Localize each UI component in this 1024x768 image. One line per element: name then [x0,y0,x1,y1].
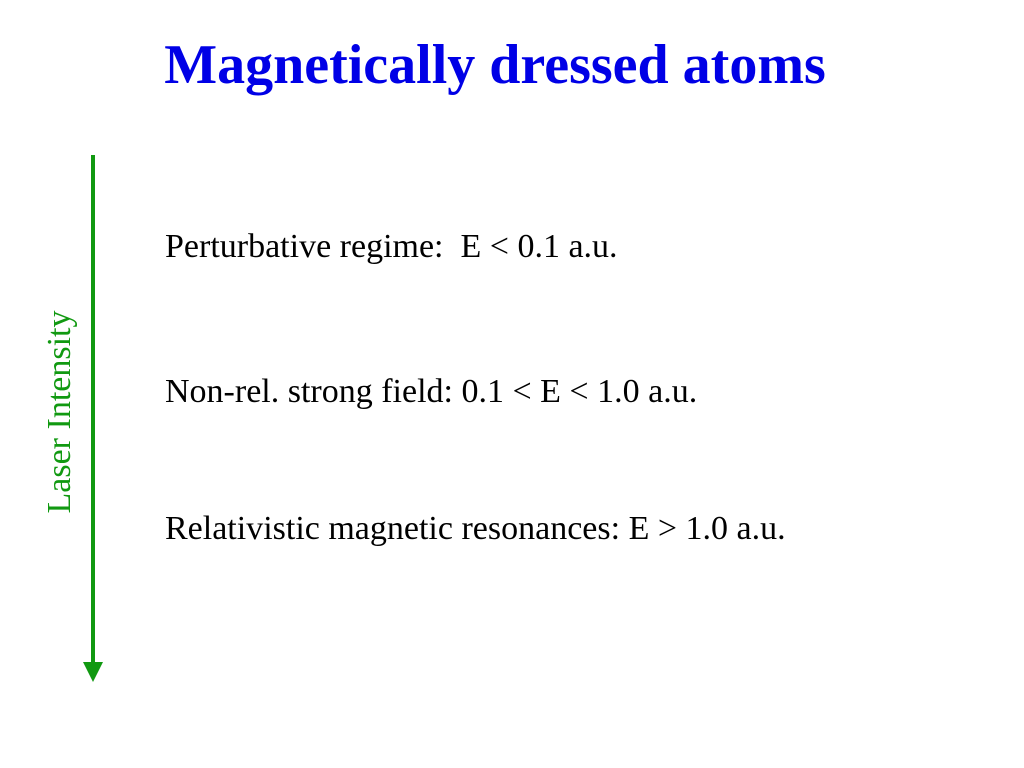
regime-relativistic-magnetic-resonances: Relativistic magnetic resonances: E > 1.0 a.u. [165,510,786,547]
intensity-arrow-head [83,662,103,682]
slide-title: Magnetically dressed atoms [164,34,826,96]
regime-non-relativistic-strong-field: Non-rel. strong field: 0.1 < E < 1.0 a.u. [165,373,698,410]
intensity-axis-label: Laser Intensity [41,310,78,514]
regime-perturbative: Perturbative regime: E < 0.1 a.u. [165,228,618,265]
